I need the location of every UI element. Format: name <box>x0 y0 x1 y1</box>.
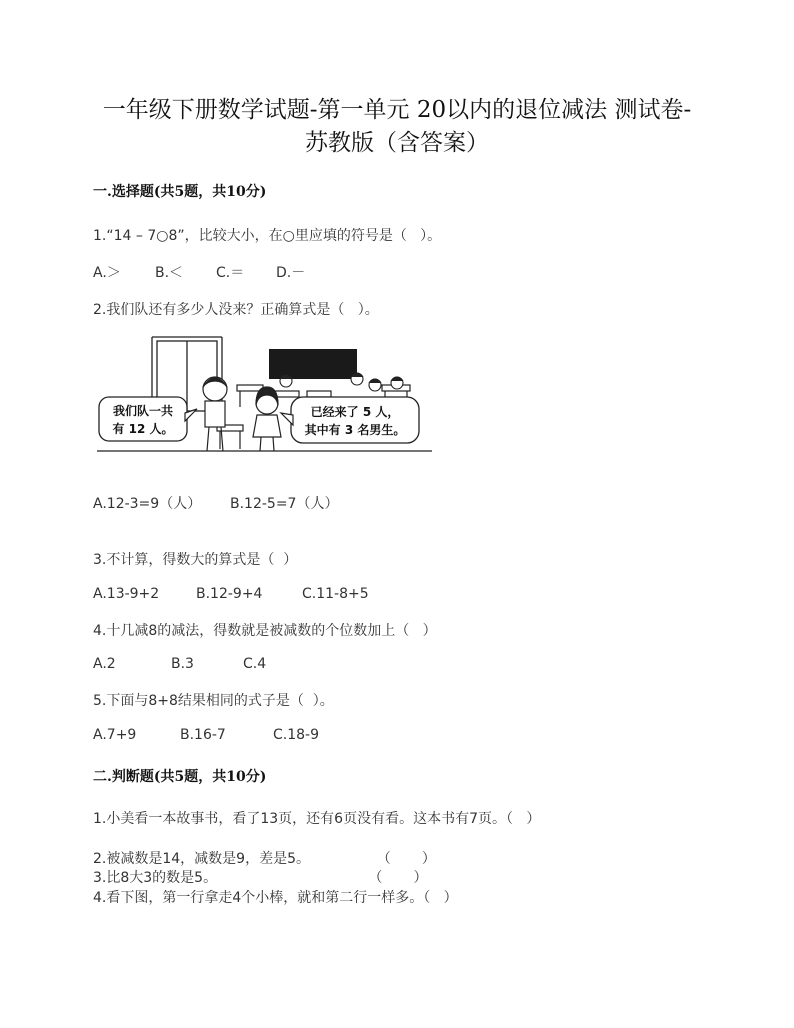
q4-option-a: A.2 <box>93 656 116 672</box>
q3-option-c: C.11-8+5 <box>302 586 369 602</box>
q2-option-a: A.12-3=9（人） <box>93 496 202 512</box>
girl-figure <box>253 387 281 451</box>
judgement-item-3: 3.比8大3的数是5。 （ ） <box>93 870 428 886</box>
question-3-text: 3.不计算，得数大的算式是（ ） <box>93 552 298 568</box>
bubble-left-line-1: 我们队一共 <box>112 404 174 418</box>
q2-option-b: B.12-5=7（人） <box>230 496 339 512</box>
judgement-item-4: 4.看下图，第一行拿走4个小棒，就和第二行一样多。（ ） <box>93 890 458 906</box>
question-4-text: 4.十几减8的减法，得数就是被减数的个位数加上（ ） <box>93 623 437 639</box>
judgement-item-2: 2.被减数是14，减数是9，差是5。 （ ） <box>93 851 436 867</box>
q1-option-c: C.＝ <box>216 265 245 281</box>
boy-figure <box>203 377 227 451</box>
bubble-left-line-2: 有 12 人。 <box>112 422 174 436</box>
q1-option-d: D.－ <box>276 265 306 281</box>
q1-option-a: A.＞ <box>93 265 121 281</box>
blackboard <box>269 349 357 379</box>
q3-option-b: B.12-9+4 <box>196 586 263 602</box>
judgement-item-1: 1.小美看一本故事书，看了13页，还有6页没有看。这本书有7页。（ ） <box>93 811 541 827</box>
q5-option-a: A.7+9 <box>93 727 137 743</box>
question-1-text: 1.“14 – 7○8”，比较大小，在○里应填的符号是（ ）。 <box>93 228 442 244</box>
section-heading-judgement: 二.判断题(共5题，共10分) <box>93 769 267 785</box>
page-title-line-1: 一年级下册数学试题-第一单元 20以内的退位减法 测试卷- <box>102 97 692 123</box>
q5-option-b: B.16-7 <box>180 727 226 743</box>
classroom-illustration <box>97 333 432 458</box>
q4-option-b: B.3 <box>171 656 194 672</box>
q4-option-c: C.4 <box>243 656 267 672</box>
page-title-line-2: 苏教版（含答案） <box>305 130 489 156</box>
bubble-right-line-2: 其中有 3 名男生。 <box>304 423 406 437</box>
bubble-right-line-1: 已经来了 5 人， <box>310 405 400 419</box>
question-5-text: 5.下面与8+8结果相同的式子是（ ）。 <box>93 693 334 709</box>
q3-option-a: A.13-9+2 <box>93 586 160 602</box>
q5-option-c: C.18-9 <box>273 727 319 743</box>
section-heading-choice: 一.选择题(共5题，共10分) <box>93 184 267 200</box>
q1-option-b: B.＜ <box>155 265 184 281</box>
question-2-text: 2.我们队还有多少人没来？正确算式是（ ）。 <box>93 302 379 318</box>
